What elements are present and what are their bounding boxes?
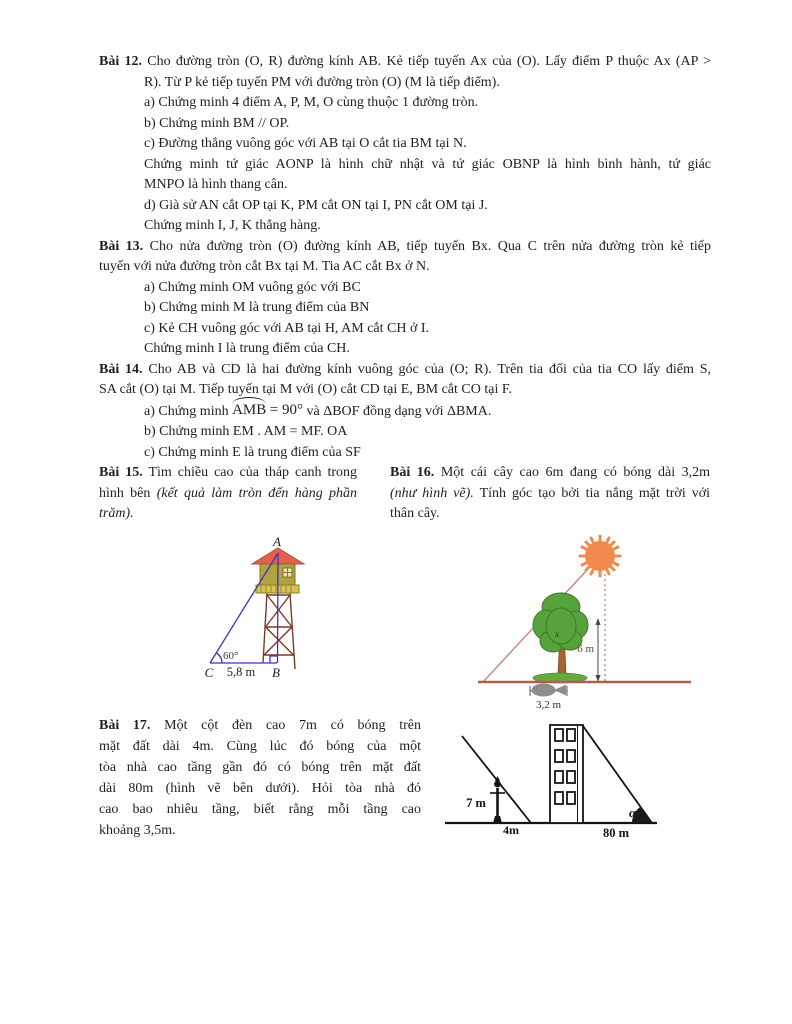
p16-line1-text: Một cái cây cao 6m đang có bóng dài 3,2m	[440, 465, 711, 480]
p14-item-a-suffix: và ΔBOF đồng dạng với ΔBMA.	[306, 403, 492, 419]
p16-line2-plain: Tính góc tạo bởi tia nắng mặt trời với	[479, 485, 711, 501]
p14-item-a-formula-line	[99, 401, 711, 423]
arc-angle-amb: AMB	[232, 400, 266, 421]
p12-intro-line2: R). Từ P kẻ tiếp tuyến PM với đường tròn (O) (M là tiếp điểm).	[144, 74, 500, 90]
label-pole-height: 7 m	[466, 796, 486, 810]
p16-line1	[390, 463, 710, 484]
p15-line3	[99, 504, 357, 525]
label-building-shadow: 80 m	[602, 826, 630, 840]
label-point-c: C	[204, 665, 214, 680]
p16-line2-italic: (như hình vẽ).	[390, 485, 474, 501]
p15-line2	[99, 484, 357, 505]
lamp-post	[490, 776, 505, 823]
p13-item-c-line2: Chứng minh I là trung điểm của CH.	[144, 341, 350, 356]
p14-item-a-prefix: a) Chứng minh	[144, 403, 229, 419]
p13-intro-line1	[99, 237, 711, 258]
p15-line2-plain: hình bên	[99, 485, 151, 501]
p17-line3: tòa nhà cao tầng gần đó có bóng trên mặt đất	[99, 760, 421, 775]
tower-lattice	[263, 593, 295, 669]
label-alpha: α	[629, 805, 637, 820]
p15-line2-italic: (kết quả làm tròn đến hàng phần	[156, 485, 358, 501]
building	[550, 725, 583, 823]
p12-item-c: c) Đường thẳng vuông góc với AB tại O cắt tia BM tại N.	[144, 136, 467, 151]
p17-line1	[99, 715, 421, 736]
p12-item-c-line2: Chứng minh tứ giác AONP là hình chữ nhật và tứ giác OBNP là hình bình hành, tứ giác	[144, 156, 711, 172]
p14-intro-line2: SA cắt (O) tại M. Tiếp tuyến tại M với (O) cắt CD tại E, BM cắt CO tại F.	[99, 382, 513, 397]
p13-intro-line2: tuyến với nửa đường tròn cắt Bx tại M. Tia AC cắt Bx ở N.	[99, 259, 430, 274]
height-measure	[595, 618, 600, 682]
p14-item-c: c) Chứng minh E là trung điểm của SF	[144, 444, 361, 460]
sun-icon	[580, 536, 620, 576]
sun-tree-figure	[473, 528, 698, 714]
p13-label: Bài 13.	[99, 238, 144, 254]
right-angle-marker	[270, 656, 277, 663]
building-shadow-ray	[583, 726, 652, 823]
angle-arc	[216, 653, 222, 663]
p16-line3: thân cây.	[390, 506, 440, 521]
p17-text-block	[99, 715, 421, 841]
p17-line2: mặt đất dài 4m. Cùng lúc đó bóng của một	[99, 739, 421, 754]
p15-line1	[99, 463, 357, 484]
label-tree-height: 6 m	[577, 643, 594, 655]
tree-shadow	[532, 684, 567, 697]
label-angle-x: x	[555, 630, 560, 640]
p12-item-d: d) Già sử AN cắt OP tại K, PM cắt ON tại I, PN cắt OM tại J.	[144, 197, 488, 213]
p16-line2	[390, 484, 710, 505]
p12-intro1-text: Cho đường tròn (O, R) đường kính AB. Kẻ tiếp tuyến Ax của (O). Lấy điểm P thuộc Ax (AP >	[147, 54, 712, 69]
p12-item-b: b) Chứng minh BM // OP.	[144, 115, 290, 131]
p14-item-a-equals: = 90°	[269, 401, 303, 418]
lamp-building-figure	[425, 700, 695, 850]
p13-item-b: b) Chứng minh M là trung điểm của BN	[144, 300, 370, 315]
label-point-b: B	[272, 665, 280, 680]
p12-item-c-line3: MNPO là hình thang cân.	[144, 177, 288, 192]
p14-label: Bài 14.	[99, 361, 143, 377]
label-shadow-length: 3,2 m	[535, 699, 562, 711]
label-base-length: 5,8 m	[226, 665, 256, 679]
p12-item-a: a) Chứng minh 4 điểm A, P, M, O cùng thuộc 1 đường tròn.	[144, 95, 479, 110]
sight-triangle	[210, 553, 278, 663]
p17-line4: dài 80m (hình vẽ bên dưới). Hỏi tòa nhà đó	[99, 781, 421, 796]
label-pole-shadow: 4m	[503, 823, 519, 837]
p17-line6: khoảng 3,5m.	[99, 823, 176, 838]
p13-intro1-text: Cho nửa đường tròn (O) đường kính AB, tiếp tuyến Bx. Qua C trên nửa đường tròn kẻ tiếp	[149, 238, 711, 254]
p12-intro-line1	[99, 52, 711, 73]
p15-line3-italic: trăm).	[99, 506, 134, 521]
p14-item-b: b) Chứng minh EM . AM = MF. OA	[144, 424, 348, 439]
p13-item-c: c) Kẻ CH vuông góc với AB tại H, AM cắt CH ở I.	[144, 320, 430, 336]
p15-label: Bài 15.	[99, 465, 143, 480]
p12-label: Bài 12.	[99, 54, 142, 69]
p12-item-d-line2: Chứng minh I, J, K thẳng hàng.	[144, 218, 321, 233]
p13-item-a: a) Chứng minh OM vuông góc với BC	[144, 279, 361, 295]
watchtower-figure	[185, 528, 395, 698]
label-apex: A	[273, 534, 281, 549]
label-angle-60: 60°	[223, 650, 239, 662]
p14-intro-line1	[99, 360, 711, 381]
p16-label: Bài 16.	[390, 465, 435, 480]
p17-line1-text: Một cột đèn cao 7m có bóng trên	[164, 718, 422, 733]
cabin-window	[283, 568, 292, 577]
p16-text-block	[390, 463, 710, 525]
tree	[533, 593, 588, 683]
p15-line1-text: Tìm chiều cao của tháp canh trong	[148, 465, 357, 480]
problems-text-block	[99, 52, 711, 463]
p17-line5: cao bao nhiêu tầng, biết rằng mỗi tầng cao	[99, 802, 421, 817]
p15-text-block	[99, 463, 357, 525]
p14-intro1-text: Cho AB và CD là hai đường kính vuông góc của (O; R). Trên tia đối của tia CO lấy điểm S,	[148, 361, 712, 377]
p17-label: Bài 17.	[99, 718, 151, 733]
